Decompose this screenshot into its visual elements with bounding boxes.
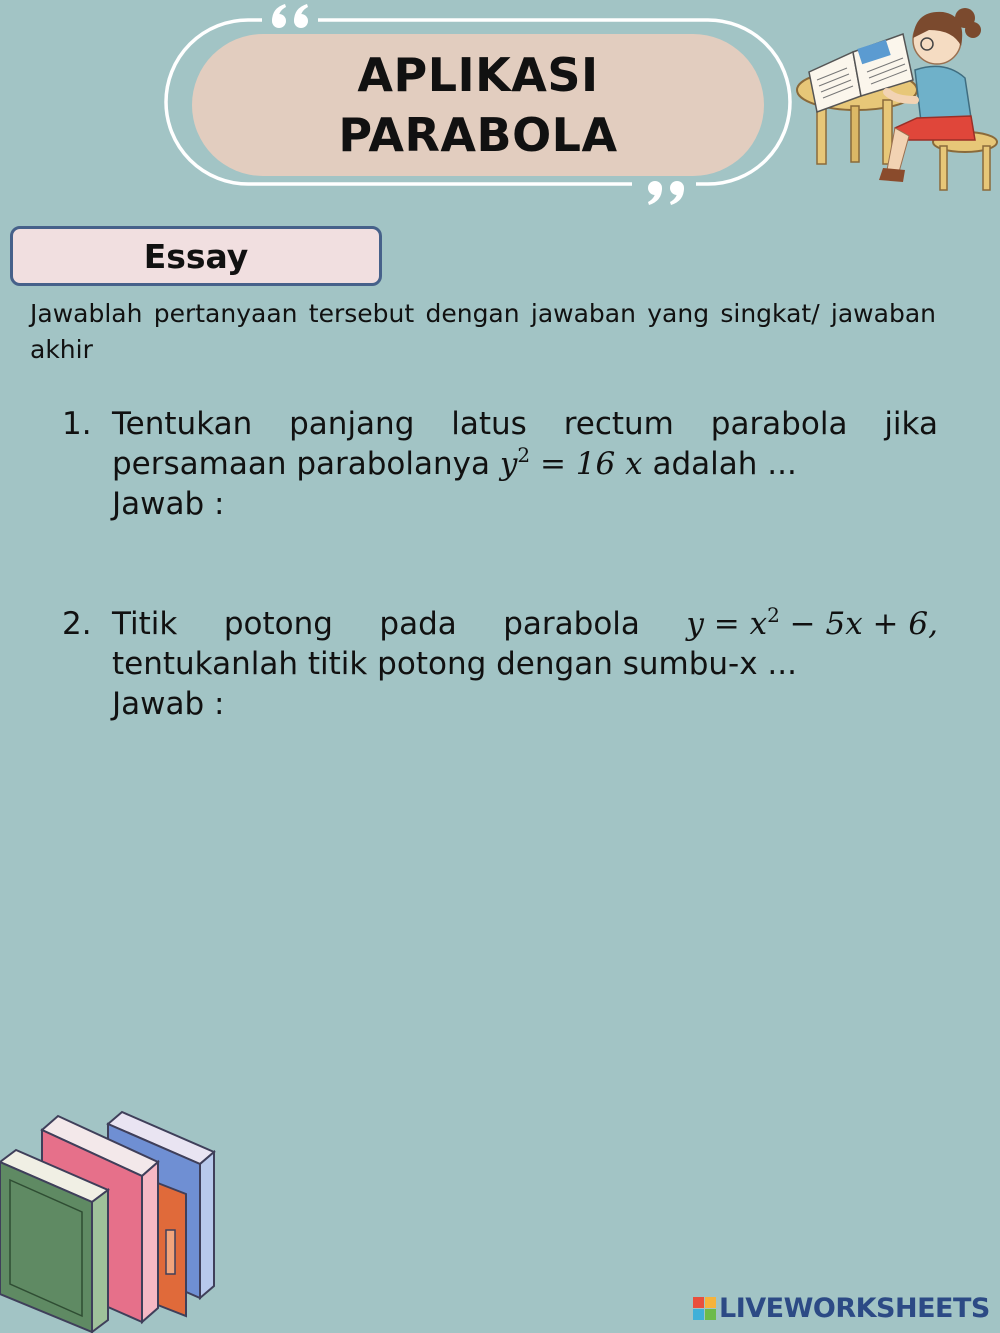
- word: rectum: [563, 406, 674, 442]
- word: jika: [884, 406, 938, 442]
- liveworksheets-logo-icon: [693, 1297, 716, 1320]
- question-1-equation: [499, 443, 643, 482]
- question-2-line-1: [112, 604, 938, 644]
- question-2-line-2: tentukanlah titik potong dengan sumbu-x ...: [112, 646, 797, 682]
- equation-rhs: = 16 x: [539, 446, 643, 482]
- equation-exponent: 2: [767, 603, 780, 627]
- title-line-1: APLIKASI: [357, 48, 599, 102]
- question-1-prefix: persamaan parabolanya: [112, 446, 490, 482]
- book-stack-illustration: [0, 1110, 225, 1333]
- word: Titik: [112, 606, 178, 642]
- essay-label-text: Essay: [143, 236, 249, 276]
- word: pada: [379, 606, 457, 642]
- question-1-line-1: [112, 404, 938, 444]
- question-1-line-2: [112, 444, 938, 484]
- equation-lhs: y = x: [686, 606, 768, 642]
- question-2-equation: [686, 604, 938, 644]
- word: Tentukan: [112, 406, 253, 442]
- equation-variable: y: [499, 446, 518, 482]
- liveworksheets-watermark: [693, 1293, 990, 1324]
- word: latus: [451, 406, 527, 442]
- question-1: [62, 404, 938, 524]
- reading-girl-illustration: [795, 0, 1000, 200]
- title-line-2: PARABOLA: [338, 108, 618, 162]
- word: panjang: [289, 406, 415, 442]
- question-2-number: 2.: [62, 606, 92, 642]
- equation-exponent: 2: [517, 443, 531, 467]
- word: parabola: [710, 406, 848, 442]
- essay-section-label: [10, 226, 382, 286]
- equation-rest: − 5x + 6,: [789, 606, 938, 642]
- question-1-number: 1.: [62, 406, 92, 442]
- word: parabola: [503, 606, 640, 642]
- quote-open-icon: [272, 4, 308, 28]
- question-2-answer-label: Jawab :: [112, 686, 225, 722]
- question-1-answer-label: Jawab :: [112, 486, 225, 522]
- question-2: [62, 604, 938, 724]
- instructions-text: Jawablah pertanyaan tersebut dengan jawaban yang singkat/ jawaban akhir: [30, 299, 936, 364]
- page-title: [192, 34, 764, 176]
- question-1-suffix: adalah ...: [652, 446, 797, 482]
- watermark-text: LIVEWORKSHEETS: [719, 1293, 990, 1324]
- word: potong: [223, 606, 333, 642]
- quote-close-icon: [648, 181, 684, 205]
